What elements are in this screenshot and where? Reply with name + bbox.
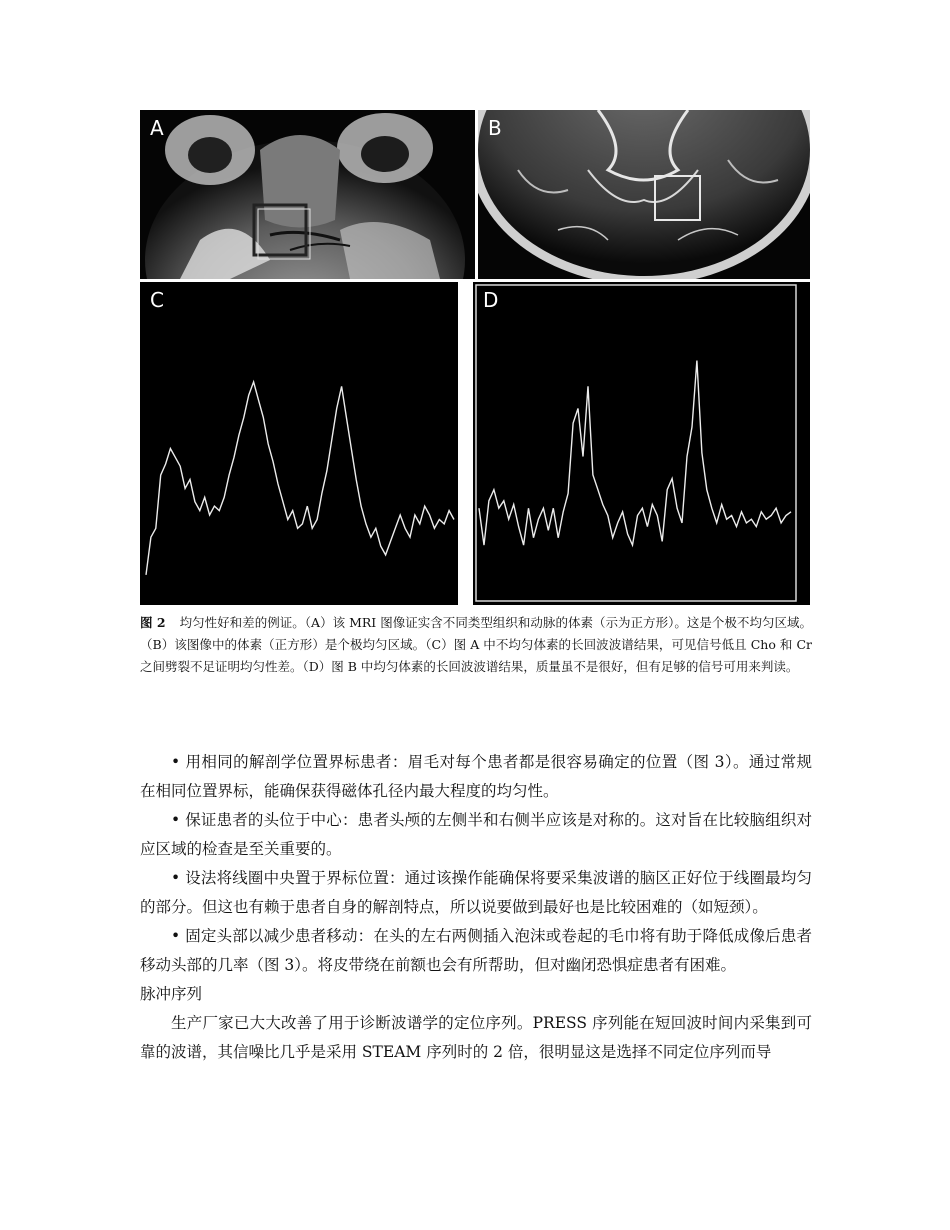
spectrum-chart-d: [473, 282, 810, 605]
figure-number: 图 2: [140, 615, 166, 630]
bullet-item: • 保证患者的头位于中心：患者头颅的左侧半和右侧半应该是对称的。这对旨在比较脑组织对应区域的检查是至关重要的。: [140, 811, 812, 858]
figure-caption: [140, 612, 812, 678]
panel-label-d: D: [483, 288, 499, 312]
mri-image-a: [140, 110, 475, 279]
panel-label-a: A: [150, 116, 164, 140]
mri-panel-a: [140, 110, 475, 279]
body-text: [140, 748, 812, 1067]
spectrum-chart-c: [140, 282, 458, 605]
spectrum-panel-c: [140, 282, 458, 605]
figure-2: [140, 110, 810, 605]
body-paragraph: 生产厂家已大大改善了用于诊断波谱学的定位序列。PRESS 序列能在短回波时间内采集到可靠的波谱，其信噪比几乎是采用 STEAM 序列时的 2 倍，很明显这是选择不同定位序列而导: [140, 1014, 812, 1061]
bullet-item: • 固定头部以减少患者移动：在头的左右两侧插入泡沫或卷起的毛巾将有助于降低成像后患者移动头部的几率（图 3）。将皮带绕在前额也会有所帮助，但对幽闭恐惧症患者有困难。: [140, 927, 812, 974]
spectrum-line-c: [146, 382, 454, 575]
spectrum-panel-d: [473, 282, 810, 605]
section-heading: 脉冲序列: [140, 985, 203, 1003]
panel-label-c: C: [150, 288, 164, 312]
mri-panel-b: [478, 110, 810, 279]
bullet-item: • 用相同的解剖学位置界标患者：眉毛对每个患者都是很容易确定的位置（图 3）。通过常规在相同位置界标，能确保获得磁体孔径内最大程度的均匀性。: [140, 753, 812, 800]
mri-image-b: [478, 110, 810, 279]
caption-text: 均匀性好和差的例证。（A）该 MRI 图像证实含不同类型组织和动脉的体素（示为正方形）。这是个极不均匀区域。（B）该图像中的体素（正方形）是个极均匀区域。（C）图 A 中不均匀体素的长回波波谱结果，可见信号低且 Cho 和 Cr 之间劈裂不足证明均匀性差。（D）图 B 中均匀体素的长回波波谱结果，质量虽不是很好，但有足够的信号可用来判读。: [140, 615, 813, 674]
bullet-item: • 设法将线圈中央置于界标位置：通过该操作能确保将要采集波谱的脑区正好位于线圈最均匀的部分。但这也有赖于患者自身的解剖特点，所以说要做到最好也是比较困难的（如短颈）。: [140, 869, 812, 916]
spectrum-line-d: [479, 361, 791, 546]
panel-label-b: B: [488, 116, 502, 140]
